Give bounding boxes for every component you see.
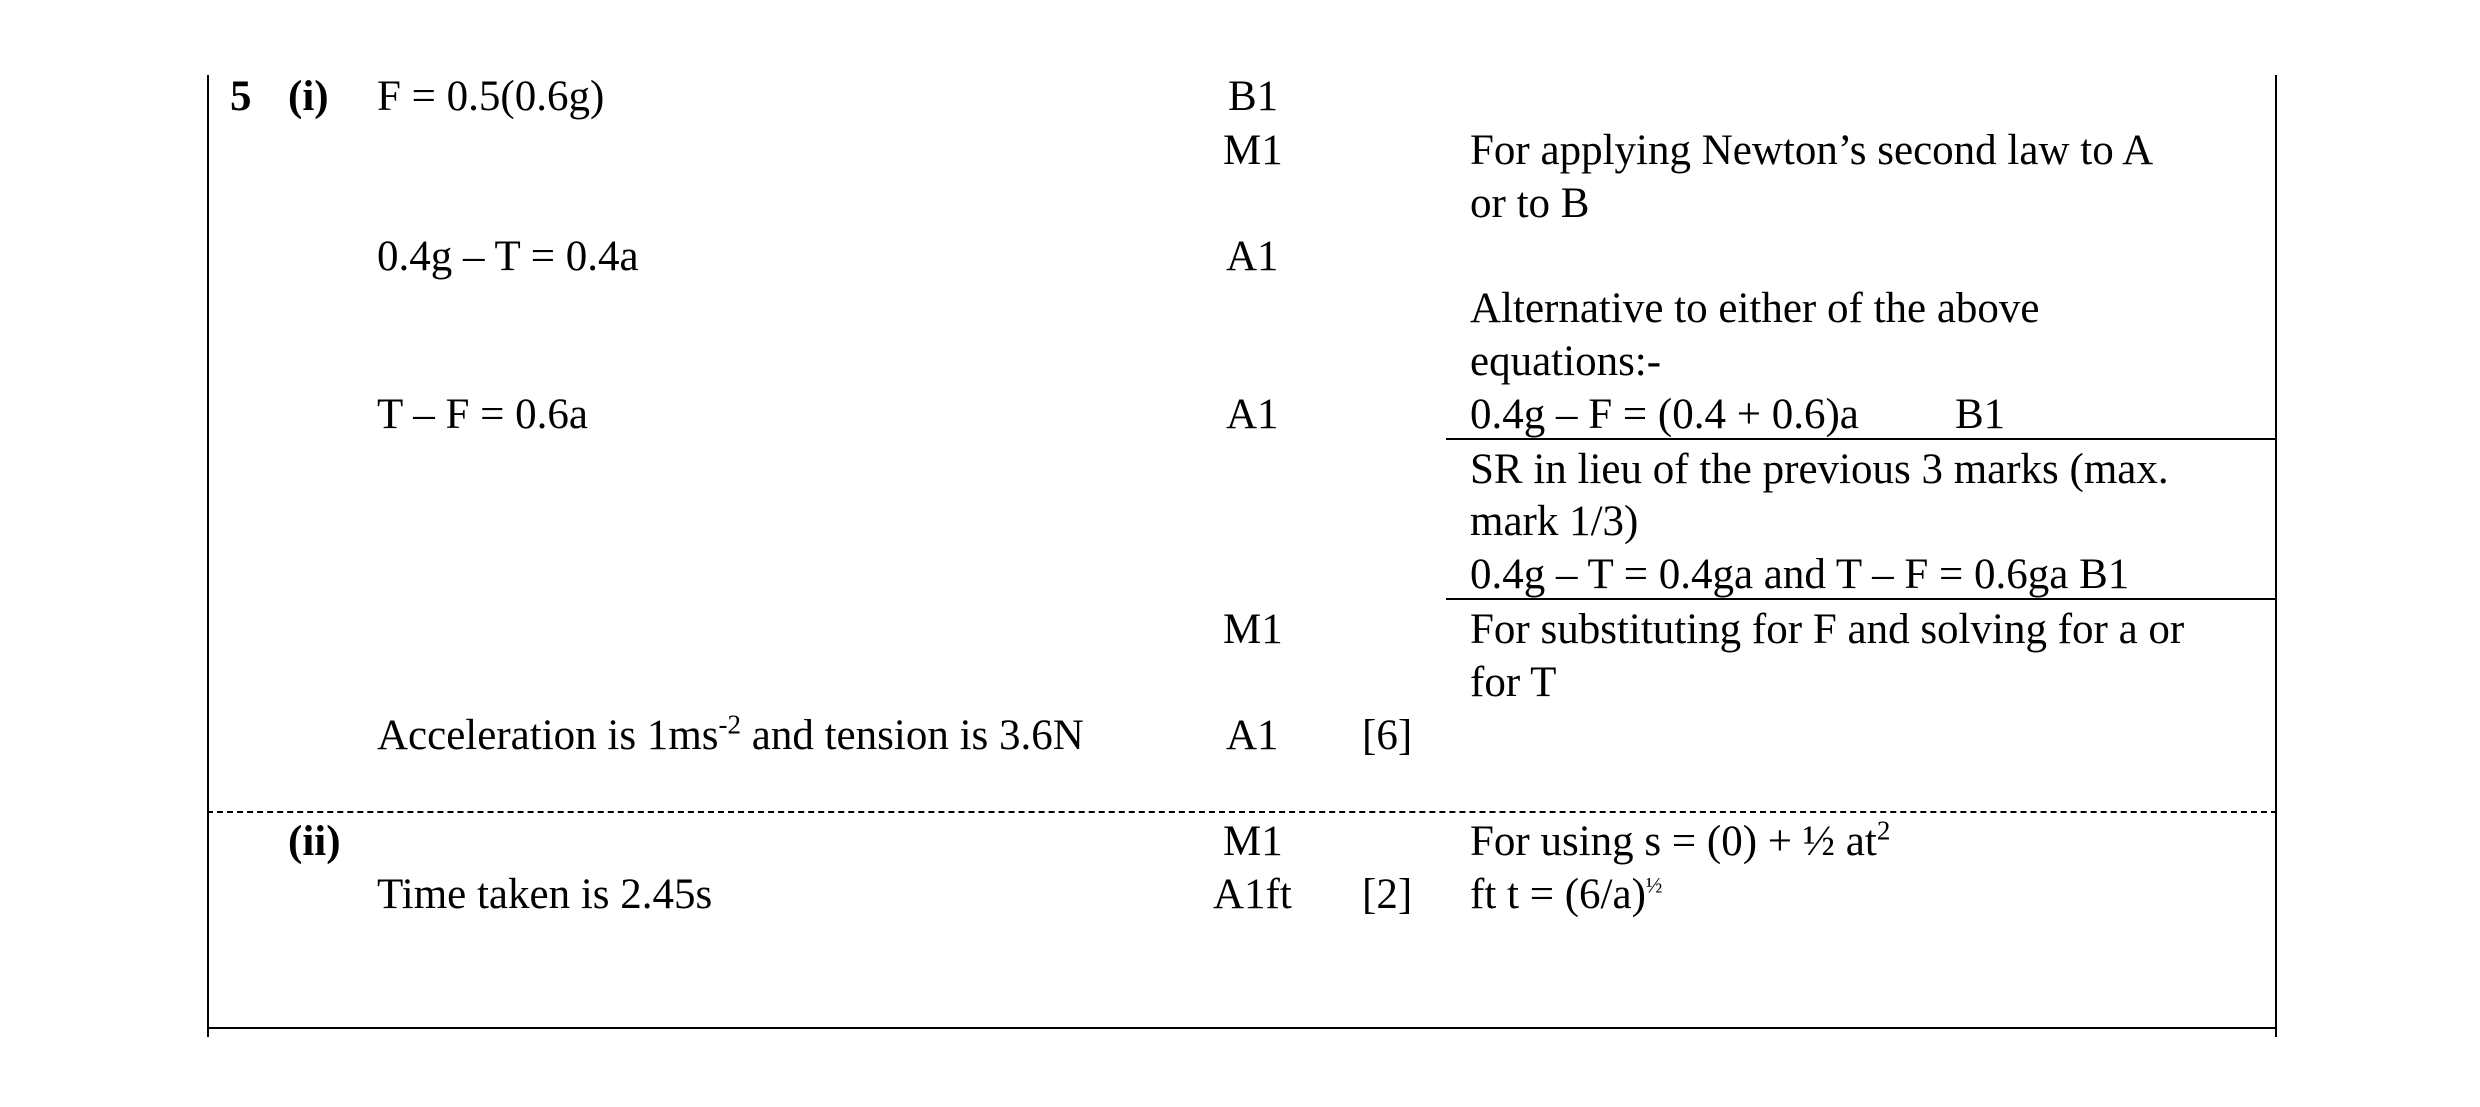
working-line: 0.4g – T = 0.4a [377, 233, 639, 280]
guidance-text: or to B [1470, 180, 1590, 227]
guidance-text: 0.4g – T = 0.4ga and T – F = 0.6ga B1 [1470, 551, 2130, 598]
table-bottom-border [207, 1027, 2277, 1029]
guidance-text [1470, 815, 1890, 868]
mark-code: A1 [1226, 233, 1279, 280]
guidance-text: SR in lieu of the previous 3 marks (max. [1470, 446, 2169, 493]
total-marks: [6] [1362, 712, 1413, 759]
part-ii-label: (ii) [288, 818, 341, 865]
guidance-superscript: ½ [1645, 872, 1663, 898]
mark-code: M1 [1223, 818, 1283, 865]
mark-code: B1 [1228, 73, 1279, 120]
guidance-text: For substituting for F and solving for a or [1470, 606, 2185, 653]
guidance-text: mark 1/3) [1470, 498, 1639, 545]
mark-code: A1ft [1213, 871, 1292, 918]
part-separator-line [207, 811, 2277, 813]
guidance-text-main: ft t = (6/a) [1470, 871, 1646, 918]
guidance-text [1470, 868, 1662, 921]
table-right-border [2275, 75, 2277, 1037]
total-marks: [2] [1362, 871, 1413, 918]
mark-code: A1 [1226, 391, 1279, 438]
working-superscript: -2 [718, 709, 742, 740]
guidance-text: for T [1470, 659, 1557, 706]
mark-code: A1 [1226, 712, 1279, 759]
part-i-label: (i) [288, 73, 329, 120]
guidance-text-main: For using s = (0) + ½ at [1470, 818, 1877, 865]
guidance-equation: 0.4g – F = (0.4 + 0.6)a [1470, 391, 1859, 438]
working-line: F = 0.5(0.6g) [377, 73, 605, 120]
guidance-mark: B1 [1955, 391, 2006, 438]
working-line [377, 709, 1084, 762]
guidance-superscript: 2 [1876, 815, 1891, 846]
guidance-text: For applying Newton’s second law to A [1470, 127, 2154, 174]
table-left-border [207, 75, 209, 1037]
working-line: Time taken is 2.45s [377, 871, 713, 918]
working-text: Acceleration is 1ms [377, 712, 719, 759]
working-text: and tension is 3.6N [741, 712, 1084, 759]
working-line: T – F = 0.6a [377, 391, 588, 438]
question-number: 5 [230, 73, 252, 120]
mark-code: M1 [1223, 606, 1283, 653]
guidance-text: Alternative to either of the above [1470, 285, 2040, 332]
guidance-text: equations:- [1470, 338, 1662, 385]
mark-code: M1 [1223, 127, 1283, 174]
